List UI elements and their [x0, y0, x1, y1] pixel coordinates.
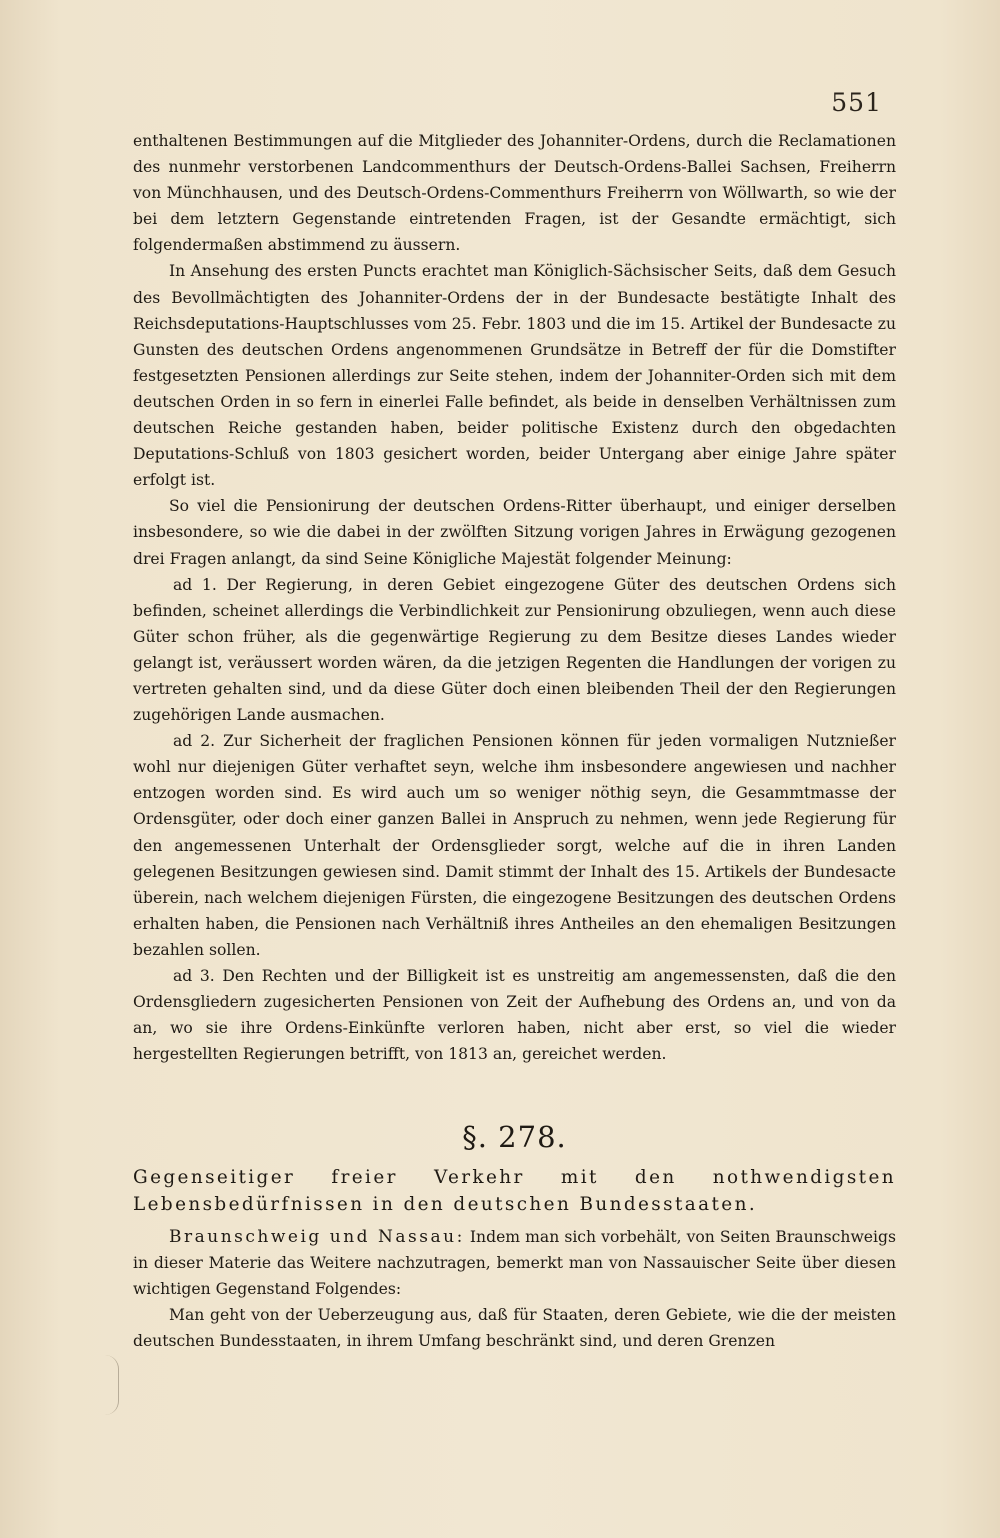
speaker-paragraph: [133, 1224, 896, 1302]
paragraph-pensions: So viel die Pensionirung der deutschen Ordens-Ritter überhaupt, und einiger derselben insbesondere, so wie die dabei in der zwölften Sitzung vorigen Jahres in Erwägung gezogenen drei Fragen anlangt, da sind Seine Königliche Majestät folgender Meinung:: [133, 497, 896, 568]
paragraph-first-point: In Ansehung des ersten Puncts erachtet man Königlich-Sächsischer Seits, daß dem Gesuch des Bevollmächtigten des Johanniter-Ordens der in der Bundesacte bestätigte Inhalt des Reichsdeputations-Hauptschlusses vom 25. Febr. 1803 und die im 15. Artikel der Bundesacte zu Gunsten des deutschen Ordens angenommenen Grundsätze in Betreff der für die Domstifter festgesetzten Pensionen allerdings zur Seite stehen, indem der Johanniter-Orden sich mit dem deutschen Orden in so fern in einerlei Falle befindet, als beide in denselben Verhältnissen zum deutschen Reiche gestanden haben, beider politische Existenz durch den obgedachten Deputations-Schluß von 1803 gesichert worden, beider Untergang aber einige Jahre später erfolgt ist.: [133, 262, 896, 490]
paragraph-ad-1: ad 1. Der Regierung, in deren Gebiet eingezogene Güter des deutschen Ordens sich befinden, scheinet allerdings die Verbindlichkeit zur Pensionirung obzuliegen, wenn auch diese Güter schon früher, als die gegenwärtige Regierung zu dem Besitze dieses Landes wieder gelangt ist, veräussert worden wären, da die jetzigen Regenten die Handlungen der vorigen zu vertreten gehalten sind, und da diese Güter doch einen bleibenden Theil der den Regierungen zugehörigen Lande ausmachen.: [133, 575, 896, 725]
paragraph-continuation: enthaltenen Bestimmungen auf die Mitglieder des Johanniter-Ordens, durch die Reclamationen des nunmehr verstorbenen Landcommenthurs der Deutsch-Ordens-Ballei Sachsen, Freiherrn von Münchhausen, und des Deutsch-Ordens-Commenthurs Freiherrn von Wöllwarth, so wie der bei dem letztern Gegenstande eintretenden Fragen, ist der Gesandte ermächtigt, sich folgendermaßen abstimmend zu äussern.: [133, 132, 896, 255]
paragraph-ad-3: ad 3. Den Rechten und der Billigkeit ist es unstreitig am angemessensten, daß die den Ordensgliedern zugesicherten Pensionen von Zeit der Aufhebung des Ordens an, und von da an, wo sie ihre Ordens-Einkünfte verloren haben, nicht aber erst, so viel die wieder hergestellten Regierungen betrifft, von 1813 an, gereichet werden.: [133, 967, 896, 1064]
paragraph-ad-2: ad 2. Zur Sicherheit der fraglichen Pensionen können für jeden vormaligen Nutznießer wohl nur diejenigen Güter verhaftet seyn, welche ihm insbesondere angewiesen und nachher entzogen worden sind. Es wird auch um so weniger nöthig seyn, die Gesammtmasse der Ordensgüter, oder doch einer ganzen Ballei in Anspruch zu nehmen, wenn jede Regierung für den angemessenen Unterhalt der Ordensglieder sorgt, welche auf die in ihren Landen gelegenen Besitzungen gewiesen sind. Damit stimmt der Inhalt des 15. Artikels der Bundesacte überein, nach welchem diejenigen Fürsten, die eingezogene Besitzungen des deutschen Ordens erhalten haben, die Pensionen nach Verhältniß ihres Antheiles an den ehemaligen Besitzungen bezahlen sollen.: [133, 732, 896, 959]
speaker-label: Braunschweig und Nassau:: [169, 1227, 465, 1247]
paragraph-conviction: Man geht von der Ueberzeugung aus, daß für Staaten, deren Gebiete, wie die der meisten deutschen Bundesstaaten, in ihrem Umfang beschränkt sind, und deren Grenzen: [133, 1306, 896, 1351]
page-number: 551: [831, 88, 882, 117]
section-title: Gegenseitiger freier Verkehr mit den nothwendigsten Lebensbedürfnissen in den deutschen Bundesstaaten.: [133, 1167, 896, 1215]
margin-pencil-mark: [104, 1355, 119, 1415]
section-body: [133, 1224, 896, 1354]
section-number: §. 278.: [462, 1120, 567, 1154]
main-text: [133, 128, 896, 1067]
speaker-intro: Indem man sich vorbehält, von Seiten Braunschweigs in dieser Materie das Weitere nachzutragen, bemerkt man von Nassauischer Seite über diesen wichtigen Gegenstand Folgendes:: [133, 1228, 896, 1299]
